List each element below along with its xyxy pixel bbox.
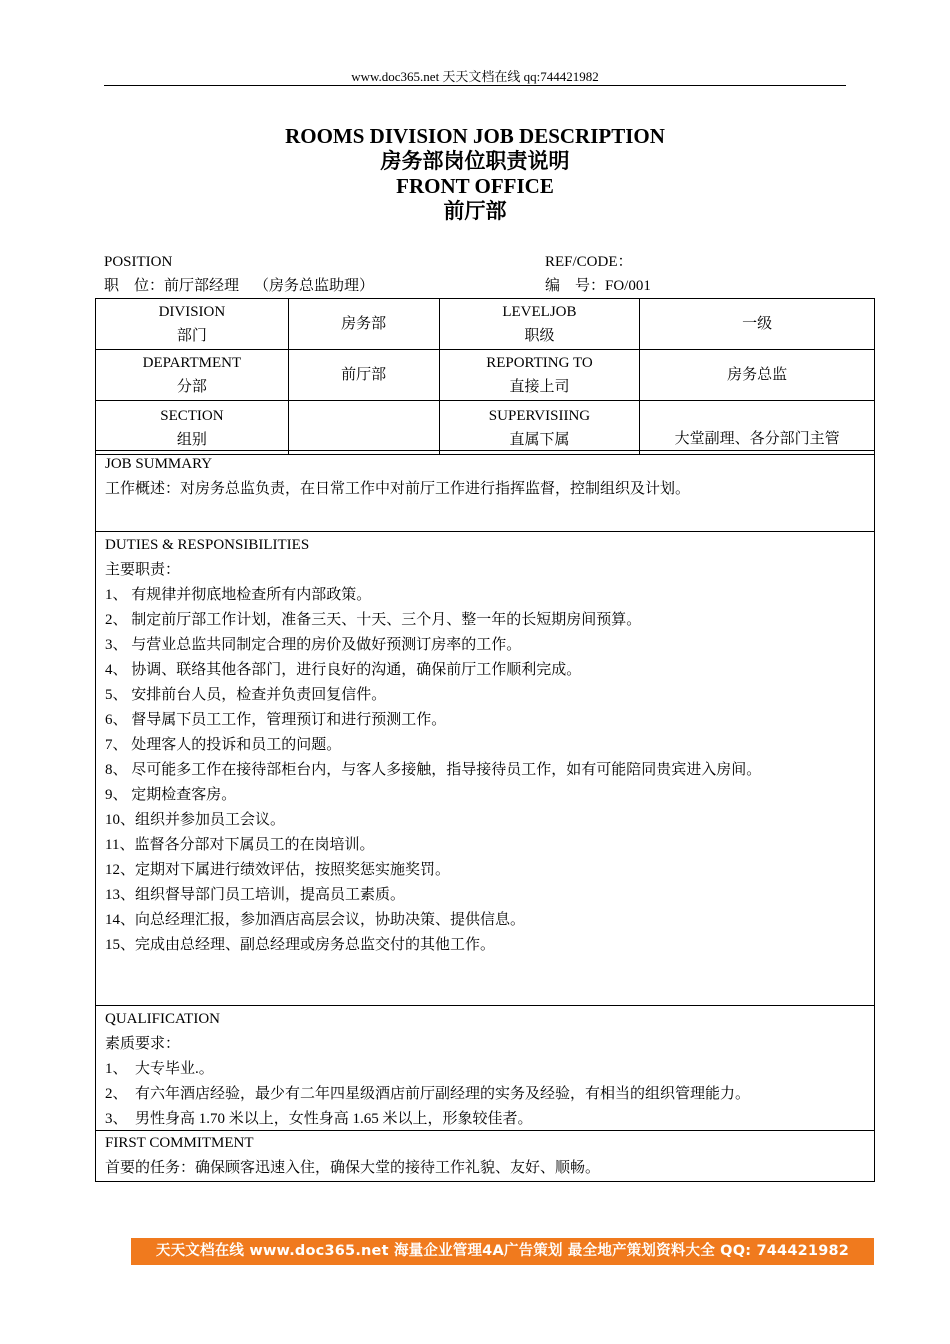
job-summary-section — [95, 450, 875, 532]
info-row-division — [96, 299, 875, 350]
subtitle-cn: 前厅部 — [443, 199, 507, 223]
job-summary-title: JOB SUMMARY — [105, 456, 213, 472]
reporting-label-cn: 直接上司 — [509, 379, 570, 395]
qualification-item: 3、 男性身高 1.70 米以上，女性身高 1.65 米以上，形象较佳者。 — [105, 1111, 533, 1127]
division-value: 房务部 — [288, 299, 439, 350]
duty-item: 12、定期对下属进行绩效评估，按照奖惩实施奖罚。 — [105, 862, 451, 878]
supervising-label — [439, 401, 640, 455]
reporting-value: 房务总监 — [640, 350, 875, 401]
duty-item: 4、 协调、联络其他各部门，进行良好的沟通，确保前厅工作顺利完成。 — [105, 662, 582, 678]
section-label-cn: 组别 — [176, 431, 207, 448]
division-label-cn: 部门 — [176, 328, 207, 344]
level-label-cn: 职级 — [524, 328, 555, 344]
position-label-en: POSITION — [104, 254, 173, 270]
duty-item: 13、组织督导部门员工培训，提高员工素质。 — [105, 887, 406, 903]
duty-item: 8、 尽可能多工作在接待部柜台内，与客人多接触，指导接待员工作，如有可能陪同贵宾进入房间。 — [105, 762, 762, 778]
title-en: ROOMS DIVISION JOB DESCRIPTION — [285, 124, 665, 148]
duty-item: 15、完成由总经理、副总经理或房务总监交付的其他工作。 — [105, 937, 496, 953]
supervising-label-cn: 直属下属 — [509, 431, 570, 448]
reporting-label — [439, 350, 640, 401]
subtitle-en: FRONT OFFICE — [396, 174, 554, 198]
title-cn: 房务部岗位职责说明 — [380, 149, 570, 173]
level-label-en: LEVELJOB — [502, 304, 577, 320]
info-table — [95, 298, 875, 455]
qualification-title: QUALIFICATION — [105, 1011, 220, 1027]
duty-item: 5、 安排前台人员，检查并负责回复信件。 — [105, 687, 387, 703]
ref-label-cn: 编 号：FO/001 — [545, 278, 651, 294]
department-label-cn: 分部 — [176, 379, 207, 395]
duty-item: 2、 制定前厅部工作计划，准备三天、十天、三个月、整一年的长短期房间预算。 — [105, 612, 642, 628]
duty-item: 11、监督各分部对下属员工的在岗培训。 — [105, 837, 375, 853]
duty-item: 6、 督导属下员工工作，管理预订和进行预测工作。 — [105, 712, 447, 728]
duty-item: 3、 与营业总监共同制定合理的房价及做好预测订房率的工作。 — [105, 637, 522, 653]
qualification-subtitle: 素质要求： — [105, 1036, 181, 1052]
info-row-department — [96, 350, 875, 401]
qualification-item: 1、 大专毕业.。 — [105, 1061, 214, 1077]
document-titles — [0, 124, 950, 224]
duty-item: 7、 处理客人的投诉和员工的问题。 — [105, 737, 342, 753]
duties-title: DUTIES & RESPONSIBILITIES — [105, 537, 310, 553]
qualification-item: 2、 有六年酒店经验，最少有二年四星级酒店前厅副经理的实务及经验，有相当的组织管理能力。 — [105, 1086, 751, 1102]
footer-ad-banner[interactable]: 天天文档在线 www.doc365.net 海量企业管理4A广告策划 最全地产策划资料大全 QQ: 744421982 — [131, 1238, 874, 1265]
department-label-en: DEPARTMENT — [142, 355, 242, 371]
first-commitment-title: FIRST COMMITMENT — [105, 1135, 254, 1151]
ref-label-en: REF/CODE： — [545, 254, 633, 270]
header-divider — [104, 85, 846, 86]
duties-section — [95, 531, 875, 1006]
department-label — [96, 350, 289, 401]
division-label — [96, 299, 289, 350]
duty-item: 9、 定期检查客房。 — [105, 787, 237, 803]
level-value: 一级 — [640, 299, 875, 350]
position-block — [104, 250, 374, 298]
level-label — [439, 299, 640, 350]
supervising-value: 大堂副理、各分部门主管 — [640, 401, 875, 455]
section-value — [288, 401, 439, 455]
division-label-en: DIVISION — [158, 304, 226, 320]
reporting-label-en: REPORTING TO — [486, 355, 593, 371]
qualification-section — [95, 1005, 875, 1131]
section-label-en: SECTION — [160, 407, 224, 424]
first-commitment-text: 首要的任务：确保顾客迅速入住，确保大堂的接待工作礼貌、友好、顺畅。 — [105, 1160, 601, 1176]
position-label-cn: 职 位：前厅部经理 （房务总监助理） — [104, 278, 375, 294]
info-row-section — [96, 401, 875, 455]
first-commitment-section — [95, 1130, 875, 1182]
duty-item: 14、向总经理汇报，参加酒店高层会议，协助决策、提供信息。 — [105, 912, 526, 928]
page-header-text: www.doc365.net 天天文档在线 qq:744421982 — [351, 69, 599, 84]
duty-item: 10、组织并参加员工会议。 — [105, 812, 286, 828]
supervising-label-en: SUPERVISIING — [488, 407, 591, 424]
duties-subtitle: 主要职责： — [105, 562, 181, 578]
duty-item: 1、 有规律并彻底地检查所有内部政策。 — [105, 587, 372, 603]
section-label — [96, 401, 289, 455]
department-value: 前厅部 — [288, 350, 439, 401]
ref-code-block — [545, 250, 651, 298]
job-summary-text: 工作概述：对房务总监负责，在日常工作中对前厅工作进行指挥监督，控制组织及计划。 — [105, 481, 691, 497]
